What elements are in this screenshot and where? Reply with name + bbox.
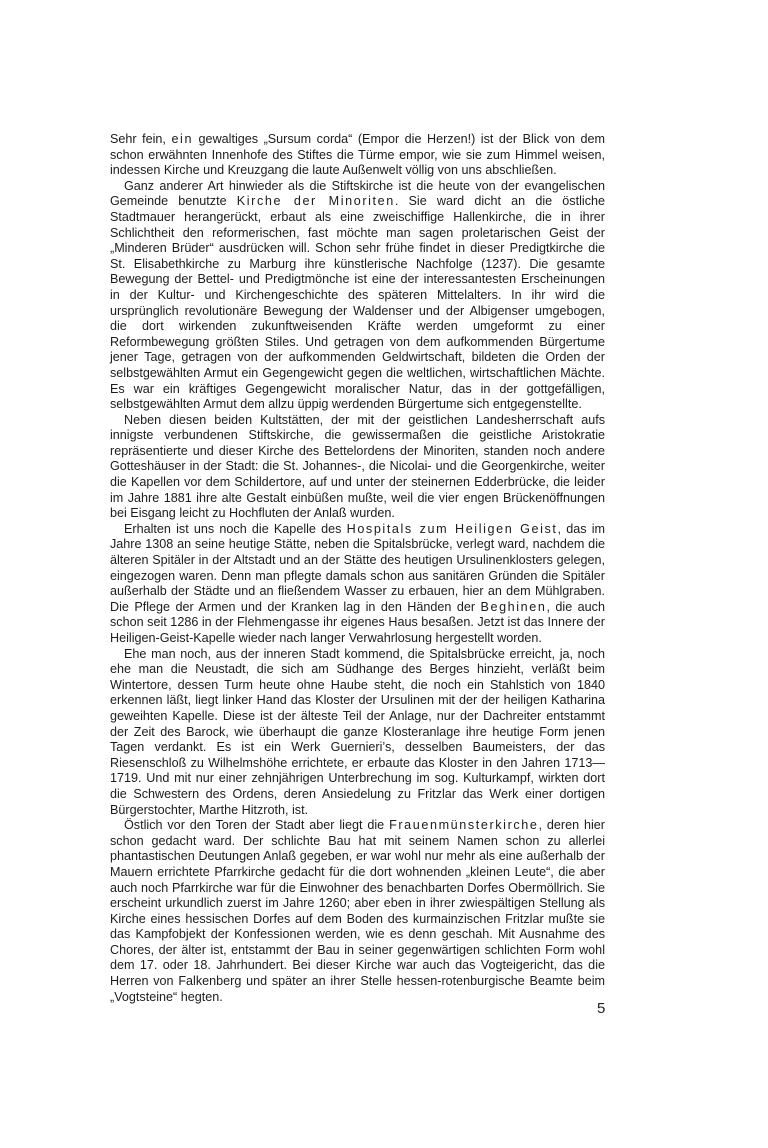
text-run: , deren hier schon gedacht ward. Der schlichte Bau hat mit seinem Namen schon zu allerlei phantastischen Deutungen Anlaß gegeben, er war wohl nur mehr als eine außerhalb der Mauern errichtete Pfarrkirche gedacht für die dort wohnenden „kleinen Leute“, die aber auch noch Pfarrkirche war für die Einwohner des benachbarten Dorfes Obermöllrich. Sie erscheint urkundlich zuerst im Jahre 1260; aber eben in ihrer zwiespältigen Stellung als Kirche eines hessischen Dorfes auf dem Boden des kurmainzischen Fritzlar mußte sie das Kampfobjekt der Konfessionen werden, wie es denn geschah. Mit Ausnahme des Chores, der älter ist, entstammt der Bau in seiner gegenwärtigen schlichten Form wohl dem 17. oder 18. Jahrhundert. Bei dieser Kirche war auch das Vogteigericht, das die Herren von Falkenberg und später an ihrer Stelle hessen-rotenburgische Beamte beim „Vogtsteine“ hegten.: [110, 818, 605, 1004]
spaced-emphasis-text: Kirche der Minoriten: [236, 194, 395, 209]
body-text: [110, 132, 605, 1005]
spaced-emphasis-text: Hospitals zum Heiligen Geist: [346, 521, 558, 536]
paragraph: [110, 647, 605, 819]
text-run: Sehr fein,: [110, 132, 172, 146]
text-run: Erhalten ist uns noch die Kapelle des: [124, 521, 347, 536]
paragraph: [110, 413, 605, 522]
spaced-emphasis-text: Frauenmünsterkirche: [389, 818, 539, 833]
text-run: . Sie ward dicht an die östliche Stadtmauer herangerückt, erbaut als eine zweischiffige Hallenkirche, die in ihrer Schlichtheit den reformerischen, fast möchte man sagen proletarischen Geist der „Minderen Brüder“ ausdrücken will. Schon sehr frühe findet in dieser Predigtkirche die St. Elisabethkirche zu Marburg ihre künstlerische Nachfolge (1237). Die gesamte Bewegung der Bettel- und Predigtmönche ist eine der interessantesten Erscheinungen in der Kultur- und Kirchengeschichte des späteren Mittelalters. In ihr wird die ursprünglich revolutionäre Bewegung der Waldenser und der Albigenser umgebogen, die dort wirkenden zukunftweisenden Kräfte werden umgeformt zu einer Reformbewegung größten Stiles. Und getragen von dem aufkommenden Bürgertume jener Tage, getragen von der aufkommenden Geldwirtschaft, bildeten die Orden der selbstgewählten Armut ein Gegengewicht gegen die weltlichen, wirtschaftlichen Mächte. Es war ein kräftiges Gegengewicht moralischer Natur, das in der gottgefälligen, selbstgewählten Armut dem allzu üppig werdenden Bürgertume sich entgegenstellte.: [110, 194, 605, 412]
text-run: , das im Jahre 1308 an seine heutige Stätte, neben die Spitalsbrücke, verlegt ward, nachdem die älteren Spitäler in der Altstadt und an der Stätte des heutigen Ursulinenklosters gelegen, eingezogen waren. Denn man pflegte damals schon aus sanitären Gründen die Spitäler außerhalb der Städte und an fließendem Wasser zu erbauen, hier an dem Mühlgraben. Die Pflege der Armen und der Kranken lag in den Händen der: [110, 521, 606, 614]
text-run: Neben diesen beiden Kultstätten, der mit der geistlichen Landesherrschaft aufs innigste verbundenen Stiftskirche, die gewissermaßen die geistliche Aristokratie repräsentierte und dieser Kirche des Bettelordens der Minoriten, standen noch andere Gotteshäuser in der Stadt: die St. Johannes-, die Nicolai- und die Georgenkirche, weiter die Kapellen vor dem Schildertore, auf und unter der steinernen Edderbrücke, die leider im Jahre 1881 ihre alte Gestalt einbüßen mußte, weil die vier engen Brückenöffnungen bei Eisgang leicht zu Hochfluten der Anlaß wurden.: [110, 412, 605, 521]
paragraph: [110, 818, 605, 1005]
text-run: gewaltiges „Sursum corda“ (Empor die Herzen!) ist der Blick von dem schon erwähnten Innenhofe des Stiftes die Türme empor, wie sie zum Himmel weisen, indessen Kirche und Kreuzgang die laute Außenwelt völlig von uns abschließen.: [110, 132, 605, 178]
paragraph: [110, 522, 605, 647]
spaced-emphasis-text: Beghinen: [480, 599, 547, 614]
spaced-emphasis-text: ein: [171, 132, 194, 146]
paragraph: [110, 179, 605, 413]
text-run: , die auch schon seit 1286 in der Flehmengasse ihr eigenes Haus besaßen. Jetzt ist das Innere der Heiligen-Geist-Kapelle wieder nach langer Verwahrlosung hergestellt worden.: [110, 599, 605, 645]
text-run: Östlich vor den Toren der Stadt aber liegt die: [124, 818, 390, 833]
paragraph: [110, 132, 605, 179]
text-run: Ganz anderer Art hinwieder als die Stiftskirche ist die heute von der evangelischen Gemeinde benutzte: [110, 178, 605, 209]
text-run: Ehe man noch, aus der inneren Stadt kommend, die Spitalsbrücke erreicht, ja, noch ehe man die Neustadt, die sich am Südhange des Berges hinzieht, verläßt beim Wintertore, dessen Turm heute ohne Haube steht, die noch ein Stahlstich von 1840 erkennen läßt, liegt linker Hand das Kloster der Ursulinen mit der der heiligen Katharina geweihten Kapelle. Diese ist der älteste Teil der Anlage, nur der Dachreiter entstammt der Zeit des Barock, wie überhaupt die ganze Klosteranlage ihre heutige Form jenen Tagen verdankt. Es ist ein Werk Guernieri’s, desselben Baumeisters, der das Riesenschloß zu Wilhelmshöhe errichtete, er erbaute das Kloster in den Jahren 1713—1719. Und mit nur einer zehnjährigen Unterbrechung im sog. Kulturkampf, wirkten dort die Schwestern des Ordens, deren Ansiedelung zu Fritzlar das Werk einer dortigen Bürgerstochter, Marthe Hitzroth, ist.: [110, 646, 605, 817]
page-number: 5: [597, 1000, 606, 1017]
